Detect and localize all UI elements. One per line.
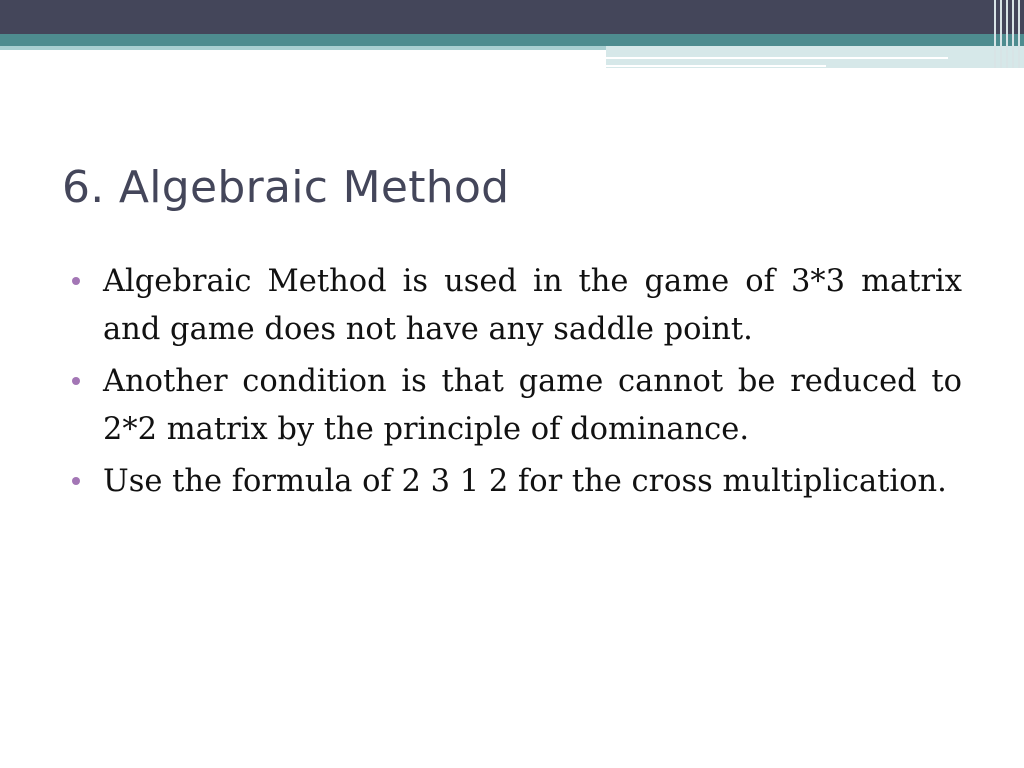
header-pale-strip — [0, 46, 606, 50]
slide-title: 6. Algebraic Method — [62, 162, 510, 213]
bullet-text: Another condition is that game cannot be reduced to 2*2 matrix by the principle of dominance. — [103, 364, 962, 447]
bullet-dot-icon — [72, 277, 80, 285]
header-dark-band — [0, 0, 1024, 34]
bullet-item — [72, 458, 962, 506]
header-teal-band — [0, 34, 1024, 46]
bullet-text: Use the formula of 2 3 1 2 for the cross multiplication. — [103, 464, 947, 499]
bullet-dot-icon — [72, 477, 80, 485]
bullet-dot-icon — [72, 377, 80, 385]
header-line — [606, 65, 826, 67]
bullet-item — [72, 358, 962, 454]
header-line — [606, 57, 948, 59]
bullet-item — [72, 258, 962, 354]
bullet-list — [72, 258, 962, 510]
header-stripes — [990, 0, 1024, 68]
bullet-text: Algebraic Method is used in the game of 3*3 matrix and game does not have any saddle point. — [103, 264, 962, 347]
